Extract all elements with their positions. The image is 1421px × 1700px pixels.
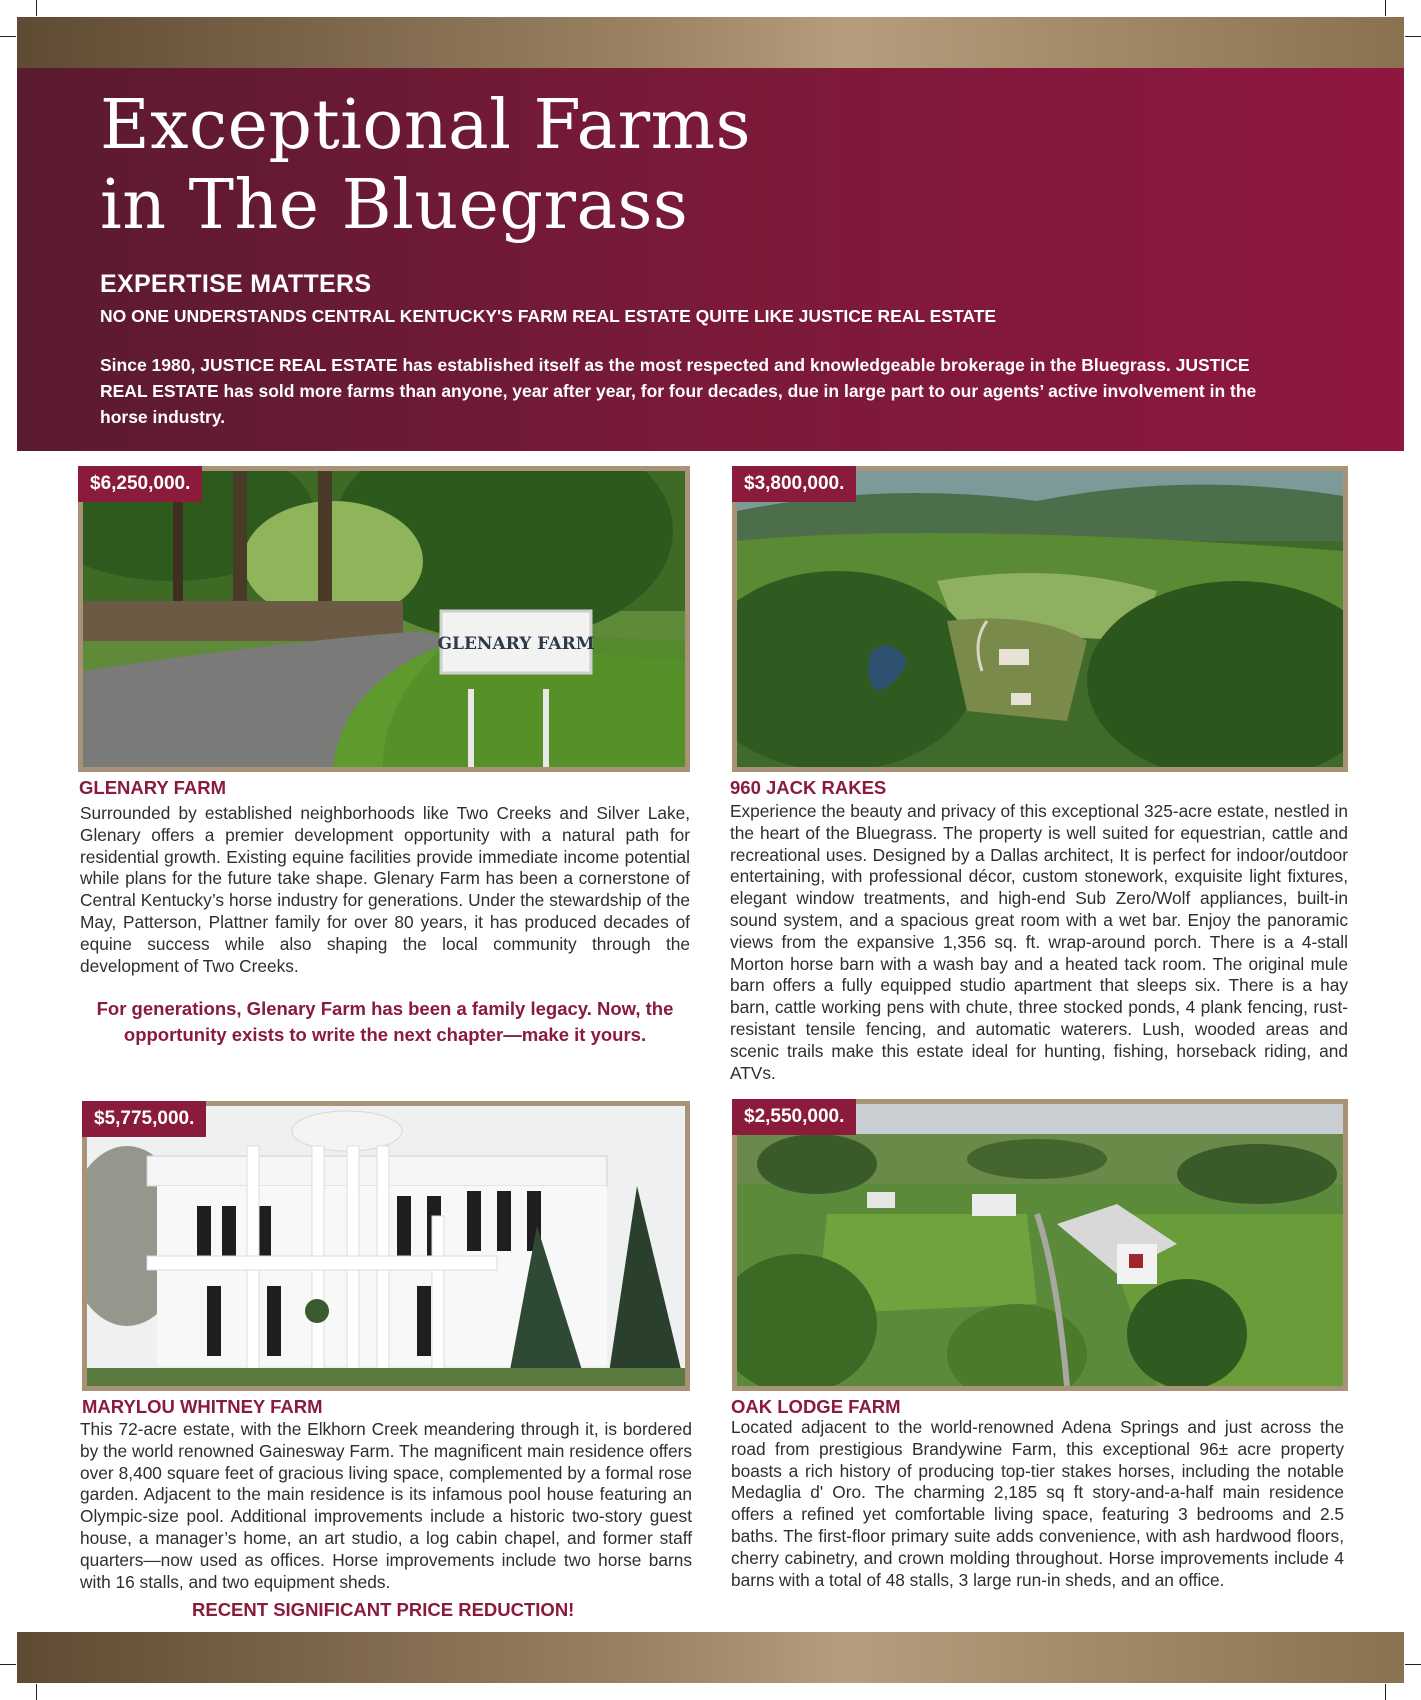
oak-lodge-price-badge: $2,550,000. <box>732 1099 856 1135</box>
crop-mark <box>1405 36 1421 37</box>
glenary-price-badge: $6,250,000. <box>78 466 202 502</box>
marylou-price-badge: $5,775,000. <box>82 1101 206 1137</box>
glenary-tagline: For generations, Glenary Farm has been a family legacy. Now, the opportunity exists to write the next chapter—make it yours. <box>96 998 674 1045</box>
crop-mark <box>1385 1684 1386 1700</box>
jack-rakes-photo-image <box>737 471 1343 767</box>
page-title <box>100 86 1000 246</box>
crop-mark <box>1405 1664 1421 1665</box>
oak-lodge-photo <box>732 1099 1348 1391</box>
intro-paragraph: Since 1980, JUSTICE REAL ESTATE has established itself as the most respected and knowledgeable brokerage in the Bluegrass. JUSTICE REAL ESTATE has sold more farms than anyone, year after year, for four decades, due in large part to our agents’ active involvement in the horse industry. <box>100 355 1257 427</box>
top-gold-bar <box>17 17 1404 68</box>
crop-mark <box>1385 0 1386 16</box>
crop-mark <box>0 36 16 37</box>
glenary-photo-image <box>83 471 685 767</box>
marylou-title: MARYLOU WHITNEY FARM <box>82 1396 323 1417</box>
page-title-line2: in The Bluegrass <box>100 166 689 245</box>
jack-rakes-photo <box>732 466 1348 772</box>
jack-rakes-price-badge: $3,800,000. <box>732 466 856 502</box>
marylou-description: This 72-acre estate, with the Elkhorn Creek meandering through it, is bordered by the world renowned Gainesway Farm. The magnificent main residence offers over 8,400 square feet of gracious living space, complemented by a formal rose garden. Adjacent to the main residence is its infamous pool house featuring an Olympic-size pool. Additional improvements include a historic two-story guest house, a manager’s home, an art studio, a log cabin chapel, and former staff quarters—now used as offices. Horse improvements include two horse barns with 16 stalls, and two equipment sheds. <box>80 1419 692 1592</box>
crop-mark <box>0 1664 16 1665</box>
oak-lodge-description: Located adjacent to the world-renowned Adena Springs and just across the road from prestigious Brandywine Farm, this exceptional 96± acre property boasts a rich history of producing top-tier stakes horses, including the notable Medaglia d' Oro. The charming 2,185 sq ft story-and-a-half main residence offers a refined yet comfortable living space, featuring 3 bedrooms and 2.5 baths. The first-floor primary suite adds convenience, with ash hardwood floors, cherry cabinetry, and crown molding throughout. Horse improvements include 4 barns with a total of 48 stalls, 3 large run-in sheds, and an office. <box>731 1417 1344 1590</box>
glenary-sign-text: GLENARY FARM <box>437 634 595 654</box>
glenary-title: GLENARY FARM <box>79 777 226 798</box>
marylou-photo <box>82 1101 690 1391</box>
crop-mark <box>36 1684 37 1700</box>
glenary-description: Surrounded by established neighborhoods like Two Creeks and Silver Lake, Glenary offers a premier development opportunity with a natural path for residential growth. Existing equine facilities provide immediate income potential while plans for the future take shape. Glenary Farm has been a cornerstone of Central Kentucky’s horse industry for generations. Under the stewardship of the May, Patterson, Plattner family for over 80 years, it has produced decades of equine success while also shaping the local community through the development of Two Creeks. <box>80 803 690 976</box>
glenary-photo <box>78 466 690 772</box>
page-title-line1: Exceptional Farms <box>100 86 752 165</box>
jack-rakes-title: 960 JACK RAKES <box>730 777 887 798</box>
expertise-heading: EXPERTISE MATTERS <box>100 270 372 298</box>
crop-mark <box>36 0 37 16</box>
oak-lodge-title: OAK LODGE FARM <box>731 1396 901 1417</box>
bottom-gold-bar <box>17 1632 1404 1683</box>
jack-rakes-description: Experience the beauty and privacy of this exceptional 325-acre estate, nestled in the heart of the Bluegrass. The property is well suited for equestrian, cattle and recreational uses. Designed by a Dallas architect, It is perfect for indoor/outdoor entertaining, with professional décor, custom stonework, exquisite light fixtures, elegant window treatments, and high-end Sub Zero/Wolf appliances, built-in sound system, and a spacious great room with a wet bar. Enjoy the panoramic views from the expansive 1,356 sq. ft. wrap-around porch. There is a 4-stall Morton horse barn with a wash bay and a heated tack room. The original mule barn offers a fully equipped studio apartment that sleeps six. There is a hay barn, cattle working pens with chute, three stocked ponds, 4 plank fencing, rust-resistant tensile fencing, and automatic waterers. Lush, wooded areas and scenic trails make this estate ideal for hunting, fishing, horseback riding, and ATVs. <box>730 801 1348 1083</box>
header-banner <box>17 68 1404 451</box>
subheading: NO ONE UNDERSTANDS CENTRAL KENTUCKY'S FARM REAL ESTATE QUITE LIKE JUSTICE REAL ESTATE <box>100 306 997 326</box>
oak-lodge-photo-image <box>737 1104 1343 1386</box>
price-reduction-notice: RECENT SIGNIFICANT PRICE REDUCTION! <box>192 1599 575 1620</box>
marylou-photo-image <box>87 1106 685 1386</box>
